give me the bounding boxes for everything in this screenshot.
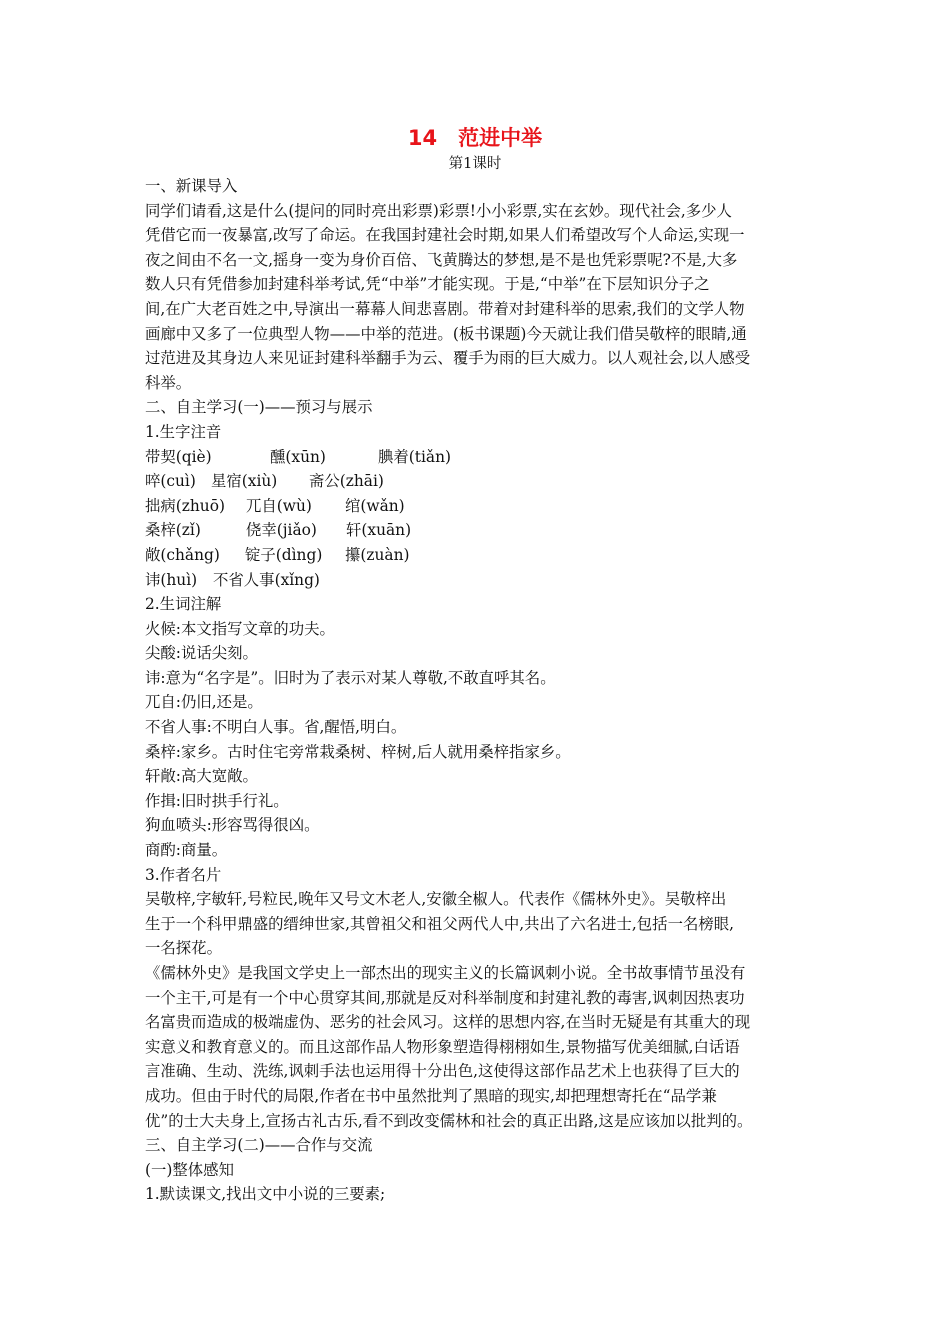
page-title: 14 范进中举 (407, 126, 543, 150)
text-line: 吴敬梓,字敏轩,号粒民,晚年又号文木老人,安徽全椒人。代表作《儒林外史》。吴敬梓出 (145, 890, 727, 909)
pinyin-row (145, 445, 825, 470)
pinyin-item: 桑梓(zǐ) (145, 521, 201, 540)
section-heading: 二、自主学习(一)——预习与展示 (145, 398, 373, 417)
text-line: 一名探花。 (145, 939, 222, 958)
pinyin-item: 绾(wǎn) (345, 496, 405, 515)
pinyin-row (145, 469, 825, 494)
pinyin-item: 醺(xūn) (270, 447, 326, 466)
text-line: 同学们请看,这是什么(提问的同时亮出彩票)彩票!小小彩票,实在玄妙。现代社会,多少人 (145, 201, 732, 220)
text-line: 1.默读课文,找出文中小说的三要素; (145, 1185, 386, 1204)
pinyin-item: 侥幸(jiǎo) (246, 521, 317, 540)
glossary-item: 商酌:商量。 (145, 841, 228, 860)
pinyin-item: 锭子(dìng) (245, 545, 323, 564)
text-line: 数人只有凭借参加封建科举考试,凭“中举”才能实现。于是,“中举”在下层知识分子之 (145, 275, 710, 294)
text-line: 生于一个科甲鼎盛的缙绅世家,其曾祖父和祖父两代人中,共出了六名进士,包括一名榜眼, (145, 914, 735, 933)
glossary-item: 讳:意为“名字是”。旧时为了表示对某人尊敬,不敢直呼其名。 (145, 668, 556, 687)
pinyin-item: 星宿(xiù) (211, 472, 278, 491)
text-line: 名富贵而造成的极端虚伪、恶劣的社会风习。这样的思想内容,在当时无疑是有其重大的现 (145, 1013, 751, 1032)
pinyin-item: 啐(cuì) (145, 472, 196, 491)
glossary-item: 不省人事:不明白人事。省,醒悟,明白。 (145, 718, 407, 737)
text-line: 过范进及其身边人来见证封建科举翻手为云、覆手为雨的巨大威力。以人观社会,以人感受 (145, 349, 751, 368)
glossary-item: 兀自:仍旧,还是。 (145, 693, 263, 712)
text-line: 间,在广大老百姓之中,导演出一幕幕人间悲喜剧。带着对封建科举的思索,我们的文学人物 (145, 299, 745, 318)
section-heading: 三、自主学习(二)——合作与交流 (145, 1136, 373, 1155)
page-subtitle: 第1课时 (448, 156, 502, 172)
text-line: 成功。但由于时代的局限,作者在书中虽然批判了黑暗的现实,却把理想寄托在“品学兼 (145, 1086, 717, 1105)
text-line: 实意义和教育意义的。而且这部作品人物形象塑造得栩栩如生,景物描写优美细腻,白话语 (145, 1037, 740, 1056)
pinyin-item: 轩(xuān) (346, 521, 412, 540)
pinyin-item: 斋公(zhāi) (309, 472, 384, 491)
text-line: 优”的士大夫身上,宣扬古礼古乐,看不到改变儒林和社会的真正出路,这是应该加以批判的。 (145, 1111, 753, 1130)
pinyin-item: 兀自(wù) (246, 496, 312, 515)
pinyin-row (145, 518, 825, 543)
text-line: 画廊中又多了一位典型人物——中举的范进。(板书课题)今天就让我们借吴敬梓的眼睛,通 (145, 324, 747, 343)
pinyin-row (145, 494, 825, 519)
glossary-item: 狗血喷头:形容骂得很凶。 (145, 816, 320, 835)
text-line: 凭借它而一夜暴富,改写了命运。在我国封建社会时期,如果人们希望改写个人命运,实现一 (145, 226, 745, 245)
glossary-item: 尖酸:说话尖刻。 (145, 644, 258, 663)
text-line: 《儒林外史》是我国文学史上一部杰出的现实主义的长篇讽刺小说。全书故事情节虽没有 (145, 964, 746, 982)
text-line: 一、新课导入 (145, 177, 238, 195)
pinyin-item: 拙病(zhuō) (145, 496, 225, 515)
glossary-item: 作揖:旧时拱手行礼。 (145, 791, 289, 810)
subsection-heading: 1.生字注音 (145, 422, 222, 441)
glossary-item: 轩敞:高大宽敞。 (145, 767, 258, 786)
pinyin-item: 讳(huì) (145, 570, 198, 589)
pinyin-item: 不省人事(xǐng) (213, 570, 320, 589)
subsection-heading: (一)整体感知 (145, 1160, 234, 1179)
pinyin-item: 敞(chǎng) (145, 545, 220, 564)
pinyin-item: 攥(zuàn) (345, 545, 410, 564)
pinyin-row (145, 568, 825, 593)
glossary-item: 桑梓:家乡。古时住宅旁常栽桑树、梓树,后人就用桑梓指家乡。 (145, 742, 571, 761)
document-body (145, 174, 825, 1207)
glossary-item: 火候:本文指写文章的功夫。 (145, 619, 335, 638)
pinyin-item: 带契(qiè) (145, 447, 212, 466)
text-line: 言准确、生动、洗练,讽刺手法也运用得十分出色,这使得这部作品艺术上也获得了巨大的 (145, 1062, 740, 1081)
text-line: 科举。 (145, 373, 192, 392)
text-line: 一个主干,可是有一个中心贯穿其间,那就是反对科举制度和封建礼教的毒害,讽刺因热衷功 (145, 988, 745, 1007)
subsection-heading: 2.生词注解 (145, 595, 222, 614)
subsection-heading: 3.作者名片 (145, 865, 222, 884)
text-line: 夜之间由不名一文,摇身一变为身价百倍、飞黄腾达的梦想,是不是也凭彩票呢?不是,大多 (145, 250, 738, 269)
pinyin-item: 腆着(tiǎn) (378, 447, 451, 466)
pinyin-row (145, 543, 825, 568)
